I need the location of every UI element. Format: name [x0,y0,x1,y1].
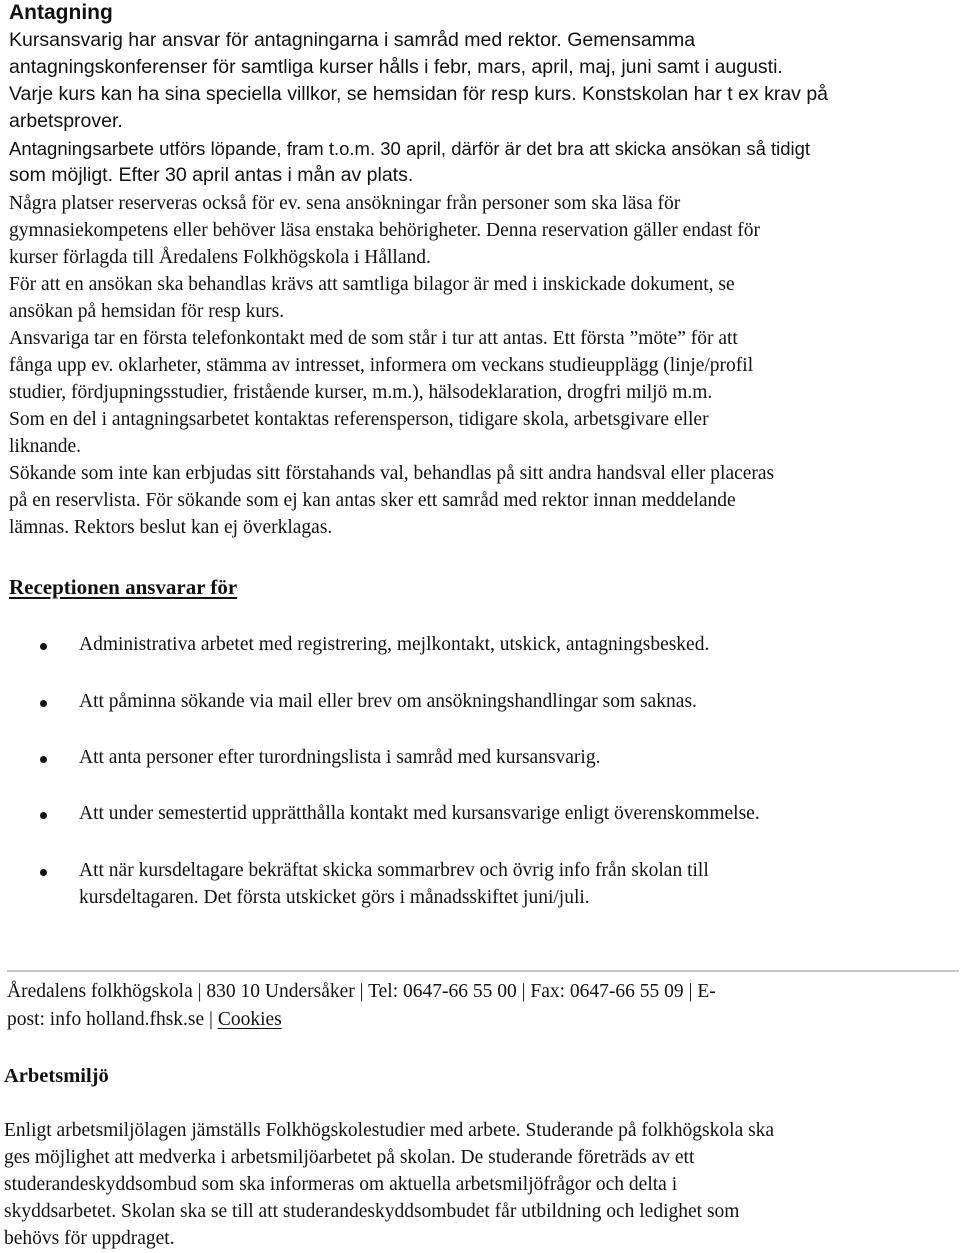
text-line: Kursansvarig har ansvar för antagningarna i samråd med rektor. Gemensamma [9,29,696,51]
text-line: gymnasiekompetens eller behöver läsa enstaka behörigheter. Denna reservation gäller endast för [9,220,760,241]
admission-intro [9,27,954,189]
text-line: antagningskonferenser för samtliga kurser hålls i febr, mars, april, maj, juni samt i augusti. [9,56,783,78]
text-line: liknande. [9,436,82,457]
text-line: kursdeltagaren. Det första utskicket görs i månadsskiftet juni/juli. [79,887,590,908]
text-line: ansökan på hemsidan för resp kurs. [9,301,285,322]
text-line: ges möjlighet att medverka i arbetsmiljöarbetet på skolan. De studerande företräds av ett [4,1147,695,1168]
work-environment-body [4,1117,956,1252]
text-line: Att påminna sökande via mail eller brev om ansökningshandlingar som saknas. [79,691,697,712]
text-line: Att när kursdeltagare bekräftat skicka sommarbrev och övrig info från skolan till [79,860,709,881]
text-line: kurser förlagda till Åredalens Folkhögskola i Hålland. [9,247,431,268]
text-line: Att anta personer efter turordningslista i samråd med kursansvarig. [79,747,601,768]
text-line: Administrativa arbetet med registrering, mejlkontakt, utskick, antagningsbesked. [79,634,710,655]
list-item-text [79,688,697,715]
contact-text: post: info holland.fhsk.se | [7,1009,218,1030]
footer-divider [7,970,959,972]
list-item-text [79,744,600,771]
admission-body [9,190,954,541]
text-line: som möjligt. Efter 30 april antas i mån av plats. [9,164,414,186]
bullet-icon [40,643,47,650]
text-line: arbetsprover. [9,110,123,132]
text-line: Några platser reserveras också för ev. sena ansökningar från personer som ska läsa för [9,193,681,214]
text-line: Ansvariga tar en första telefonkontakt med de som står i tur att antas. Ett första ”möte” för att [9,328,738,349]
text-line: lämnas. Rektors beslut kan ej överklagas. [9,517,333,538]
text-line: på en reservlista. För sökande som ej kan antas sker ett samråd med rektor innan meddelande [9,490,736,511]
text-line: Att under semestertid upprätthålla kontakt med kursansvarige enligt överenskommelse. [79,803,760,824]
list-item-text [79,631,709,658]
text-line: För att en ansökan ska behandlas krävs att samtliga bilagor är med i inskickade dokument, se [9,274,735,295]
bullet-icon [40,700,47,707]
text-line: Enligt arbetsmiljölagen jämställs Folkhögskolestudier med arbete. Studerande på folkhögskola ska [4,1120,775,1141]
cookies-link[interactable]: Cookies [217,1009,282,1030]
bullet-icon [40,812,47,819]
text-line: fånga upp ev. oklarheter, stämma av intresset, informera om veckans studieupplägg (linje/profil [9,355,754,376]
text-line: studier, fördjupningsstudier, fristående kurser, m.m.), hälsodeklaration, drogfri miljö m.m. [9,382,713,403]
bullet-icon [40,869,47,876]
list-item-text [79,857,709,911]
work-environment-heading: Arbetsmiljö [4,1065,109,1087]
admission-heading: Antagning [9,1,113,24]
text-line: skyddsarbetet. Skolan ska se till att studerandeskyddsombudet får utbildning och ledighet som [4,1201,740,1222]
text-line: studerandeskyddsombud som ska informeras om aktuella arbetsmiljöfrågor och delta i [4,1174,678,1195]
text-line: Sökande som inte kan erbjudas sitt förstahands val, behandlas på sitt andra handsval eller placeras [9,463,775,484]
contact-line [7,1006,952,1034]
text-line: Varje kurs kan ha sina speciella villkor, se hemsidan för resp kurs. Konstskolan har t ex krav på [9,83,829,105]
bullet-icon [40,756,47,763]
text-line: behövs för uppdraget. [4,1228,175,1249]
text-line: Antagningsarbete utförs löpande, fram t.o.m. 30 april, därför är det bra att skicka ansökan så tidigt [9,138,811,159]
reception-heading: Receptionen ansvarar för [9,575,238,599]
contact-line: Åredalens folkhögskola | 830 10 Undersåker | Tel: 0647-66 55 00 | Fax: 0647-66 55 09 | E- [7,981,716,1002]
list-item-text [79,800,760,827]
text-line: Som en del i antagningsarbetet kontaktas referensperson, tidigare skola, arbetsgivare eller [9,409,709,430]
footer-contact [7,978,952,1034]
